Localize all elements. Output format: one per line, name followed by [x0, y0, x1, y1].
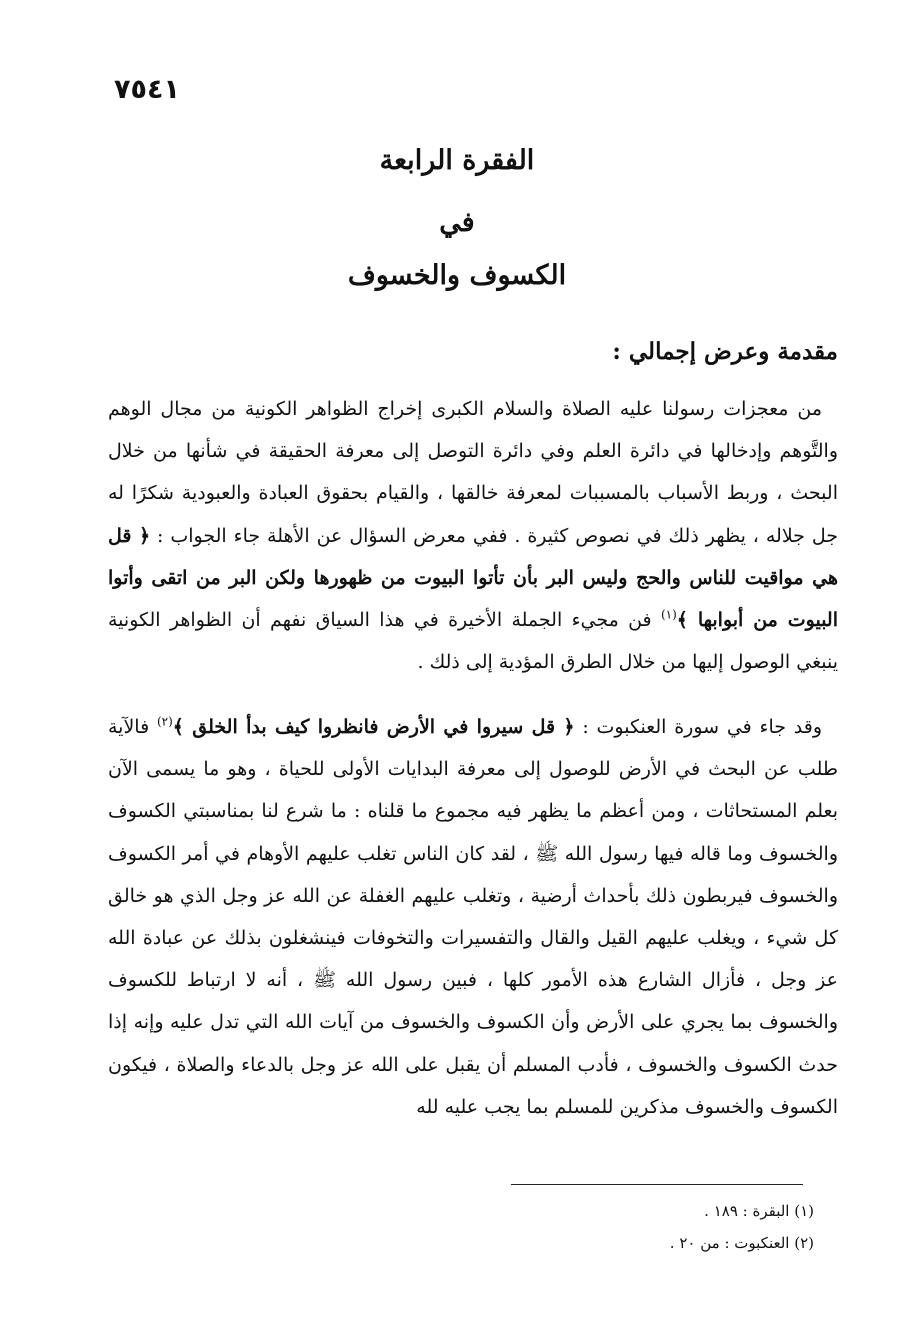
footnote-ref-1: (١)	[660, 607, 677, 622]
paragraph-1-tail: فن مجيء الجملة الأخيرة في هذا السياق نفهم أن الظواهر الكونية ينبغي الوصول إليها من خلال الطرق المؤدية إلى ذلك .	[108, 609, 838, 674]
paragraph-1-intro: من معجزات رسولنا عليه الصلاة والسلام الكبرى إخراج الظواهر الكونية من مجال الوهم والتَّوهم وإدخالها في دائرة العلم وفي دائرة التوصل إلى معرفة الحقيقة في شأنها من خلال البحث ، وربط الأسباب بالمسببات لمعرفة خالقها ، والقيام بحقوق العبادة والعبودية شكرًا له جل جلاله ، يظهر ذلك في نصوص كثيرة . ففي معرض السؤال عن الأهلة جاء الجواب :	[108, 398, 838, 547]
quran-quote-2: ﴿ قل سيروا في الأرض فانظروا كيف بدأ الخلق ﴾	[172, 716, 575, 738]
footnote-1: (١) البقرة : ١٨٩ .	[704, 1202, 814, 1220]
footnote-2: (٢) العنكبوت : من ٢٠ .	[669, 1234, 814, 1252]
section-heading: مقدمة وعرض إجمالي :	[612, 338, 838, 365]
page-number: ١٤٥٧	[114, 74, 180, 105]
paragraph-2-intro: وقد جاء في سورة العنكبوت :	[574, 716, 822, 738]
chapter-title-line-1: الفقرة الرابعة	[379, 145, 535, 176]
paragraph-2-tail: فالآية طلب عن البحث في الأرض للوصول إلى معرفة البدايات الأولى للحياة ، وهو ما يسمى الآن بعلم المستحاثات ، ومن أعظم ما يظهر فيه مجموع ما قلناه : ما شرع لنا بمناسبتي الكسوف والخسوف وما قاله فيها رسول الله ﷺ ، لقد كان الناس تغلب عليهم الأوهام في أمر الكسوف والخسوف فيربطون ذلك بأحداث أرضية ، وتغلب عليهم الغفلة عن الله عز وجل الذي هو خالق كل شيء ، ويغلب عليهم القيل والقال والتفسيرات والتخوفات فينشغلون بذلك عن عبادة الله عز وجل ، فأزال الشارع هذه الأمور كلها ، فبين رسول الله ﷺ ، أنه لا ارتباط للكسوف والخسوف بما يجري على الأرض وأن الكسوف والخسوف من آيات الله التي تدل عليه وإنه إذا حدث الكسوف والخسوف ، فأدب المسلم أن يقبل على الله عز وجل بالدعاء والصلاة ، فيكون الكسوف والخسوف مذكرين للمسلم بما يجب عليه لله	[108, 716, 838, 1118]
footnote-ref-2: (٢)	[156, 714, 173, 729]
quran-quote-1: ﴿ قل هي مواقيت للناس والحج وليس البر بأن تأتوا البيوت من ظهورها ولكن البر من اتقى وأتوا البيوت من أبوابها ﴾	[108, 524, 838, 632]
footnote-divider	[511, 1184, 803, 1185]
body-paragraph-1	[108, 388, 838, 683]
body-paragraph-2	[108, 706, 838, 1128]
footnotes	[670, 1195, 814, 1259]
chapter-title-line-2: في	[439, 207, 475, 238]
chapter-title-line-3: الكسوف والخسوف	[347, 260, 567, 291]
